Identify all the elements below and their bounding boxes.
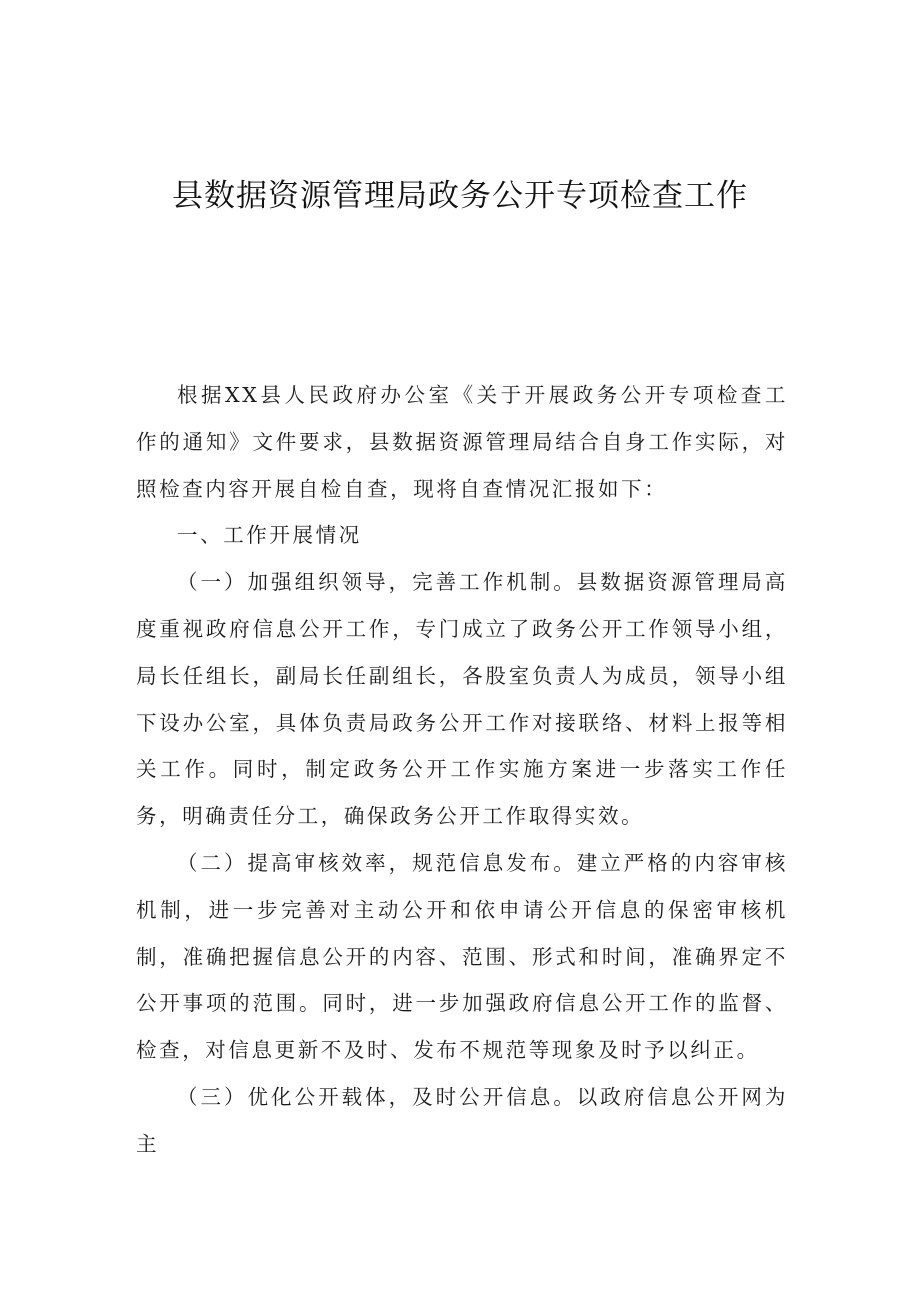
paragraph-organization: （一）加强组织领导，完善工作机制。县数据资源管理局高度重视政府信息公开工作，专门成立了政务公开工作领导小组，局长任组长，副局长任副组长，各股室负责人为成员，领导小组下设办公室，具体负责局政务公开工作对接联络、材料上报等相关工作。同时，制定政务公开工作实施方案进一步落实工作任务，明确责任分工，确保政务公开工作取得实效。 <box>136 570 788 829</box>
paragraph-intro: 根据XX县人民政府办公室《关于开展政务公开专项检查工作的通知》文件要求，县数据资源管理局结合自身工作实际，对照检查内容开展自检自查，现将自查情况汇报如下： <box>136 383 788 501</box>
paragraph-channels: （三）优化公开载体，及时公开信息。以政府信息公开网为主 <box>136 1084 788 1156</box>
section-heading-work-status: 一、工作开展情况 <box>177 523 362 548</box>
paragraph-review: （二）提高审核效率，规范信息发布。建立严格的内容审核机制，进一步完善对主动公开和依申请公开信息的保密审核机制，准确把握信息公开的内容、范围、形式和时间，准确界定不公开事项的范围。同时，进一步加强政府信息公开工作的监督、检查，对信息更新不及时、发布不规范等现象及时予以纠正。 <box>136 850 788 1063</box>
document-body <box>136 372 788 1168</box>
document-title: 县数据资源管理局政务公开专项检查工作 <box>172 178 748 214</box>
